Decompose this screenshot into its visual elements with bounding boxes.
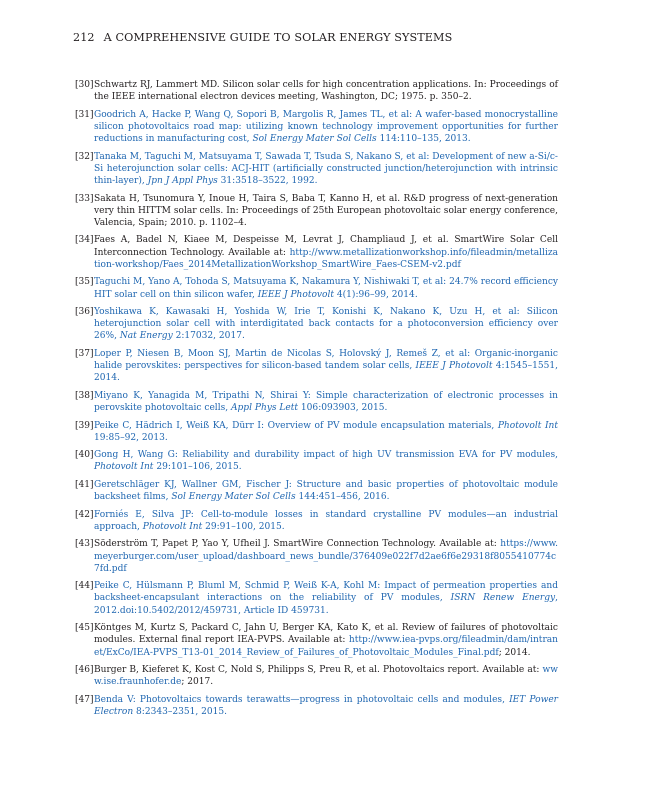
running-header xyxy=(73,31,452,44)
reference-citation: 4:1545–1551, 2014. xyxy=(94,361,558,384)
reference-list xyxy=(75,79,558,723)
reference-citation: 29:101–106, 2015. xyxy=(153,462,242,473)
journal-name: Photovolt Int xyxy=(497,420,558,431)
reference-number: [44] xyxy=(75,581,94,592)
reference-url-link[interactable]: http://www.iea-pvps.org/fileadmin/dam/intranet/ExCo/IEA-PVPS_T13-01_2014_Review_of_Failures_of_Photovoltaic_Modules_Final.pdf xyxy=(94,635,558,658)
reference-citation: 2:17032, 2017. xyxy=(172,331,245,342)
reference-45 xyxy=(75,622,558,659)
reference-year: ; 2017. xyxy=(181,677,214,688)
journal-name: Sol Energy Mater Sol Cells xyxy=(171,492,296,503)
reference-number: [47] xyxy=(75,694,94,705)
reference-text[interactable] xyxy=(94,580,558,617)
journal-name: IEEE J Photovolt xyxy=(415,361,493,372)
reference-url-link[interactable]: http://www.metallizationworkshop.info/fileadmin/metallization-workshop/Faes_2014MetallizationWorkshop_SmartWire_Faes-CSEM-v2.pdf xyxy=(94,247,558,270)
reference-text: Sakata H, Tsunomura Y, Inoue H, Taira S, Baba T, Kanno H, et al. R&D progress of next-generation very thin HITTM solar cells. In: Proceedings of 25th European photovoltaic solar energy conference, Valencia, Spain; 2010. p. 1102–4. xyxy=(94,193,558,228)
reference-42[interactable] xyxy=(75,509,558,533)
reference-40[interactable] xyxy=(75,449,558,473)
reference-text[interactable] xyxy=(94,479,558,503)
reference-31[interactable] xyxy=(75,109,558,146)
reference-url-link[interactable]: https://www.meyerburger.com/user_upload/dashboard_news_bundle/376409e022f7d2ae6f6e29318f8055410774c7fd.pdf xyxy=(94,539,558,574)
reference-text xyxy=(94,538,558,575)
reference-year: ; 2014. xyxy=(498,647,531,658)
reference-46 xyxy=(75,664,558,688)
reference-authors-title: Peike C, Hülsmann P, Bluml M, Schmid P, Weiß K-A, Kohl M: Impact of permeation properties and backsheet-encapsulant interactions on the reliability of PV modules, xyxy=(94,581,558,604)
reference-32[interactable] xyxy=(75,151,558,188)
reference-authors-title: Forniés E, Silva JP: Cell-to-module losses in standard crystalline PV modules—an industrial approach, xyxy=(94,509,558,532)
reference-number: [37] xyxy=(75,348,94,359)
reference-35[interactable] xyxy=(75,276,558,300)
reference-authors-title: Goodrich A, Hacke P, Wang Q, Sopori B, Margolis R, James TL, et al: A wafer-based monocrystalline silicon photovoltaics road map: utilizing known technology improvement opportunities for further reductions in manufacturing cost, xyxy=(94,109,558,145)
reference-citation: 4(1):96–99, 2014. xyxy=(334,289,418,300)
reference-text[interactable] xyxy=(94,449,558,473)
reference-authors-title: Benda V: Photovoltaics towards terawatts—progress in photovoltaic cells and modules, xyxy=(94,694,510,705)
reference-number: [39] xyxy=(75,420,94,431)
reference-number: [31] xyxy=(75,109,94,120)
journal-name: Sol Energy Mater Sol Cells xyxy=(252,134,377,145)
reference-number: [36] xyxy=(75,307,94,318)
reference-authors-title: Taguchi M, Yano A, Tohoda S, Matsuyama K, Nakamura Y, Nishiwaki T, et al: 24.7% record efficiency HIT solar cell on thin silicon wafer, xyxy=(94,277,558,300)
reference-citation: 106:093903, 2015. xyxy=(298,403,388,414)
reference-body: Köntges M, Kurtz S, Packard C, Jahn U, Berger KA, Kato K, et al. Review of failures of photovoltaic modules. External final report IEA-PVPS. Available at: xyxy=(94,623,558,646)
reference-authors-title: Geretschläger KJ, Wallner GM, Fischer J: Structure and basic properties of photovoltaic module backsheet films, xyxy=(94,479,558,503)
reference-number: [46] xyxy=(75,665,94,676)
reference-33 xyxy=(75,193,558,230)
reference-authors-title: Miyano K, Yanagida M, Tripathi N, Shirai Y: Simple characterization of electronic processes in perovskite photovoltaic cells, xyxy=(94,390,558,414)
reference-number: [38] xyxy=(75,390,94,401)
reference-number: [30] xyxy=(75,80,94,90)
reference-number: [45] xyxy=(75,623,94,634)
reference-text[interactable] xyxy=(94,306,558,343)
running-title: A COMPREHENSIVE GUIDE TO SOLAR ENERGY SYSTEMS xyxy=(103,31,453,44)
reference-text[interactable] xyxy=(94,276,558,300)
reference-number: [41] xyxy=(75,479,94,490)
reference-39[interactable] xyxy=(75,420,558,444)
reference-text[interactable] xyxy=(94,420,558,444)
reference-citation: , 2012.doi:10.5402/2012/459731, Article ID 459731. xyxy=(94,593,558,616)
reference-citation: 144:451–456, 2016. xyxy=(295,492,390,503)
reference-text xyxy=(94,664,558,688)
journal-name: Appl Phys Lett xyxy=(230,403,299,414)
reference-44[interactable] xyxy=(75,580,558,617)
reference-authors-title: Peike C, Hädrich I, Weiß KA, Dürr I: Overview of PV module encapsulation materials, xyxy=(94,420,498,431)
reference-text[interactable] xyxy=(94,509,558,533)
reference-34 xyxy=(75,234,558,271)
reference-47[interactable] xyxy=(75,694,558,718)
journal-name: ISRN Renew Energy xyxy=(450,593,556,604)
reference-body: Söderström T, Papet P, Yao Y, Ufheil J. SmartWire Connection Technology. Available at: xyxy=(94,539,501,550)
reference-number: [42] xyxy=(75,509,94,520)
reference-authors-title: Yoshikawa K, Kawasaki H, Yoshida W, Irie T, Konishi K, Nakano K, Uzu H, et al: Silicon heterojunction solar cell with interdigitated back contacts for a photoconversion efficiency over 26%, xyxy=(94,307,558,342)
journal-name: IET Power Electron xyxy=(94,694,558,717)
reference-text xyxy=(94,234,558,271)
page-number: 212 xyxy=(73,31,95,44)
reference-37[interactable] xyxy=(75,348,558,385)
reference-citation: 8:2343–2351, 2015. xyxy=(133,706,228,717)
reference-text[interactable] xyxy=(94,109,558,146)
reference-38[interactable] xyxy=(75,390,558,414)
reference-36[interactable] xyxy=(75,306,558,343)
journal-name: Nat Energy xyxy=(119,331,173,342)
journal-name: Photovolt Int xyxy=(94,462,154,473)
reference-text xyxy=(94,622,558,659)
reference-number: [34] xyxy=(75,235,94,246)
journal-name: Photovolt Int xyxy=(142,521,203,532)
reference-url-link[interactable]: www.ise.fraunhofer.de xyxy=(94,665,558,688)
reference-authors-title: Loper P, Niesen B, Moon SJ, Martin de Nicolas S, Holovský J, Remeš Z, et al: Organic-inorganic halide perovskites: perspectives for silicon-based tandem solar cells, xyxy=(94,348,558,372)
reference-citation: 19:85–92, 2013. xyxy=(94,432,168,443)
reference-citation: 31:3518–3522, 1992. xyxy=(217,176,318,187)
journal-name: IEEE J Photovolt xyxy=(257,289,334,300)
reference-number: [33] xyxy=(75,193,94,204)
reference-43 xyxy=(75,538,558,575)
reference-body: Burger B, Kieferet K, Kost C, Nold S, Philipps S, Preu R, et al. Photovoltaics report. Available at: xyxy=(94,665,543,676)
reference-number: [43] xyxy=(75,539,94,550)
reference-authors-title: Tanaka M, Taguchi M, Matsuyama T, Sawada T, Tsuda S, Nakano S, et al: Development of new a-Si/c-Si heterojunction solar cells: ACJ-HIT (artificially constructed junction/heterojunction with intrinsic thin-layer), xyxy=(94,151,558,187)
reference-citation: 114:110–135, 2013. xyxy=(376,134,471,145)
reference-body: Faes A, Badel N, Kiaee M, Despeisse M, Levrat J, Champliaud J, et al. SmartWire Solar Cell Interconnection Technology. Available at: xyxy=(94,235,558,258)
reference-30 xyxy=(75,79,558,103)
reference-text[interactable] xyxy=(94,151,558,188)
reference-text: Schwartz RJ, Lammert MD. Silicon solar cells for high concentration applications. In: Proceedings of the IEEE international electron devices meeting, Washington, DC; 1975. p. 350–2. xyxy=(94,80,558,103)
reference-text[interactable] xyxy=(94,694,558,718)
journal-name: Jpn J Appl Phys xyxy=(147,176,218,187)
reference-authors-title: Gong H, Wang G: Reliability and durability impact of high UV transmission EVA for PV modules, xyxy=(94,450,558,461)
reference-number: [32] xyxy=(75,151,94,162)
reference-citation: 29:91–100, 2015. xyxy=(202,521,285,532)
reference-number: [40] xyxy=(75,450,94,461)
reference-number: [35] xyxy=(75,277,94,288)
reference-text[interactable] xyxy=(94,348,558,385)
reference-41[interactable] xyxy=(75,479,558,503)
reference-text[interactable] xyxy=(94,390,558,414)
